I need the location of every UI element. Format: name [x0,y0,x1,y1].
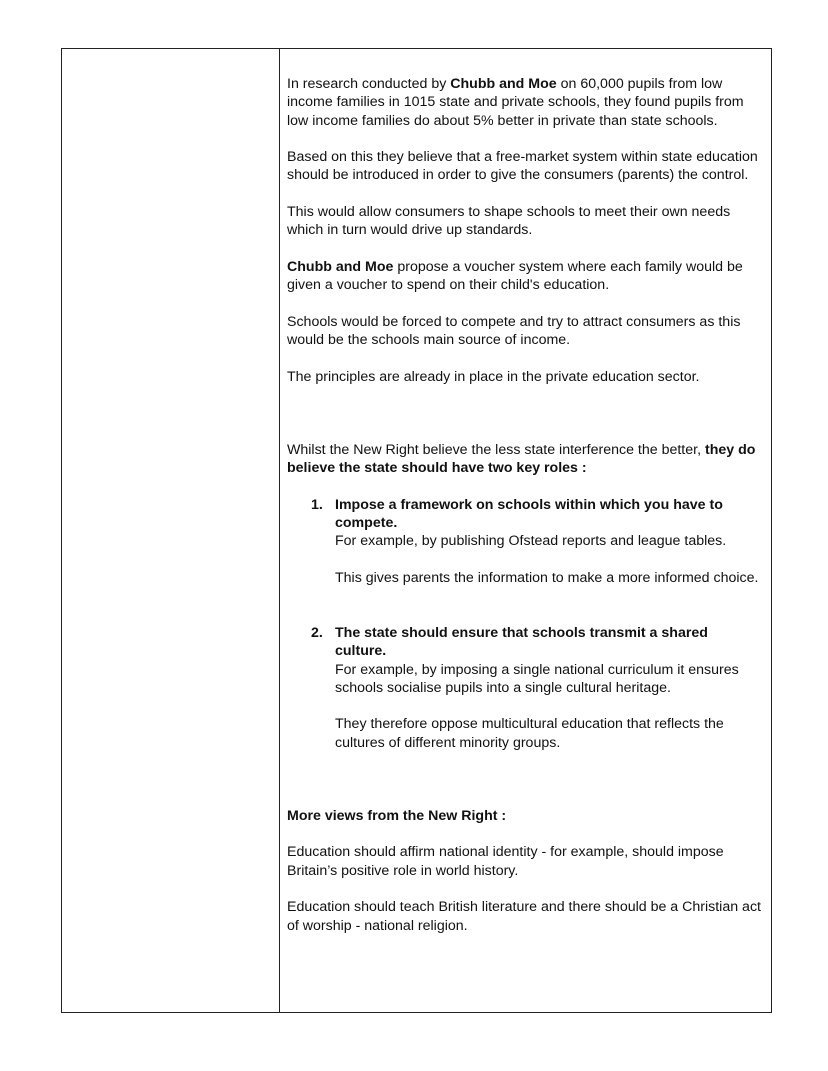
role-list-item [287,496,763,587]
notes-table [61,48,772,1013]
role-example: For example, by imposing a single national curriculum it ensures schools socialise pupils into a single cultural heritage. [335,661,739,696]
paragraph-compete: Schools would be forced to compete and try to attract consumers as this would be the schools main source of income. [287,313,741,349]
role-example: For example, by publishing Ofstead reports and league tables. [335,533,727,550]
list-number: 1. [311,496,323,513]
role-note: They therefore oppose multicultural education that reflects the cultures of different minority groups. [335,716,724,751]
bold-authors: Chubb and Moe [450,76,557,92]
paragraph-state-roles-intro: Whilst the New Right believe the less state interference the better, they do believe the state should have two key roles : [287,441,756,477]
more-views-heading: More views from the New Right : [287,807,507,824]
paragraph-free-market: Based on this they believe that a free-market system within state education should be introduced in order to give the consumers (parents) the control. [287,149,758,184]
list-number: 2. [311,624,323,641]
more-views-item: Education should affirm national identity - for example, should impose Britain’s positive role in world history. [287,844,724,879]
paragraph-voucher-system: Chubb and Moe propose a voucher system where each family would be given a voucher to spend on their child's education. [287,258,743,294]
role-list-item [287,624,763,752]
paragraph-consumers: This would allow consumers to shape schools to meet their own needs which in turn would drive up standards. [287,204,731,239]
bold-authors: Chubb and Moe [287,258,394,275]
more-views-item: Education should teach British literature and there should be a Christian act of worship - national religion. [287,899,761,934]
role-heading: The state should ensure that schools transmit a shared culture. [335,624,708,660]
role-heading: Impose a framework on schools within which you have to compete. [335,496,723,532]
paragraph-chubb-moe-research: In research conducted by Chubb and Moe on 60,000 pupils from low income families in 1015 state and private schools, they found pupils from low income families do about 5% better in private than state schools. [287,76,744,129]
paragraph-principles: The principles are already in place in the private education sector. [287,368,700,385]
left-column-empty-cell [62,49,280,1012]
role-note: This gives parents the information to make a more informed choice. [335,570,759,587]
right-column-content-cell [280,49,771,1012]
